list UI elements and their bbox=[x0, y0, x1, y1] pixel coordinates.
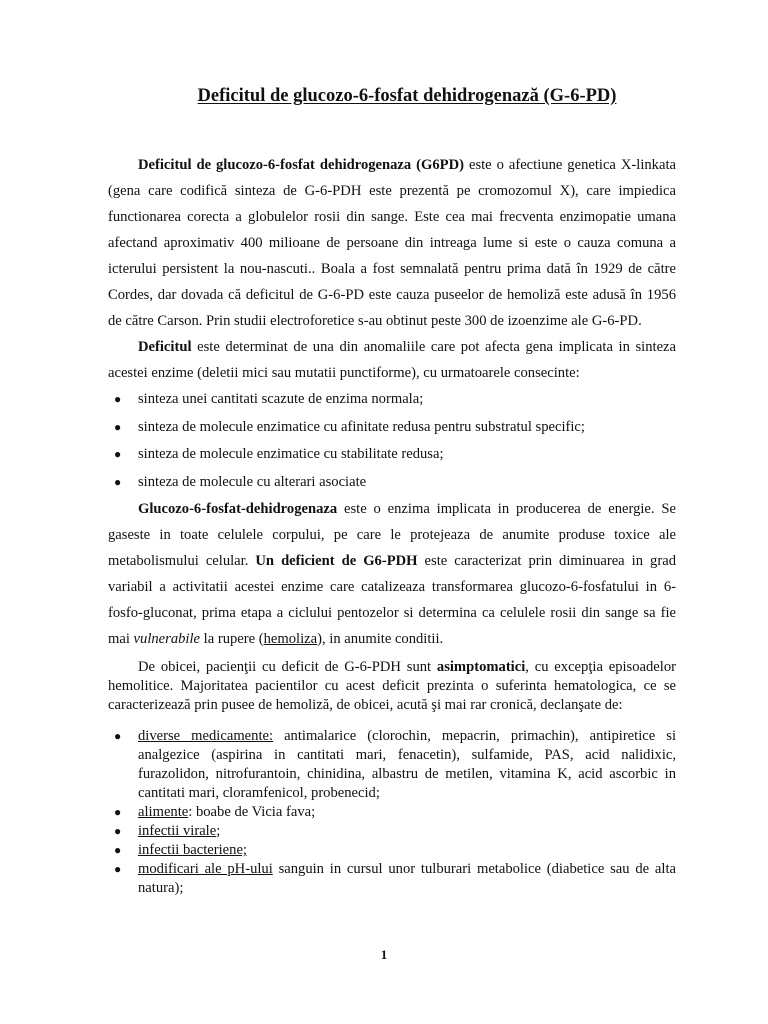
list-item: ● infectii bacteriene; bbox=[114, 842, 247, 858]
list-item: ● alimente: boabe de Vicia fava; bbox=[114, 804, 316, 820]
list-item: ● sinteza de molecule cu alterari asociate bbox=[108, 469, 676, 497]
bullet-icon: ● bbox=[114, 474, 122, 489]
hemoliza-link[interactable]: hemoliza bbox=[263, 631, 318, 647]
list-item: ● infectii virale; bbox=[114, 823, 221, 839]
bullet-icon: ● bbox=[114, 805, 122, 819]
paragraph-intro-text: este o afectiune genetica X-linkata (gena care codifică sinteza de G-6-PDH este prezentă pe cromozomul X), care impiedica functionarea corecta a globulelor rosii din sange. Este cea mai frecventa enzimopatie umana afectand aproximativ 400 milioane de persoane din intreaga lume si este o cauza comuna a icterului persistent la nou-nascuti.. Boala a fost semnalată pentru prima dată în 1929 de către Cordes, dar dovada că deficitul de G-6-PD este cauza puseelor de hemoliză este adusă în 1956 de către Carson. Prin studii electroforetice s-au obtinut peste 300 de izoenzime ale G-6-PD. bbox=[108, 157, 676, 329]
page-number: 1 bbox=[380, 947, 388, 962]
triggers-list bbox=[108, 727, 676, 898]
document-title: Deficitul de glucozo-6-fosfat dehidrogenază (G-6-PD) bbox=[197, 86, 617, 106]
list-item: ● modificari ale pH-ului sanguin in cursul unor tulburari metabolice (diabetice sau de alta natura); bbox=[114, 861, 676, 896]
list-item: ● sinteza de molecule enzimatice cu stabilitate redusa; bbox=[108, 441, 676, 469]
paragraph-deficit-text: este determinat de una din anomaliile care pot afecta gena implicata in sinteza acestei enzime (deletii mici sau mutatii punctiforme), cu urmatoarele consecinte: bbox=[108, 339, 676, 381]
paragraph-symptoms: De obicei, pacienţii cu deficit de G-6-PDH sunt asimptomatici, cu excepţia episoadelor hemolitice. Majoritatea pacientilor cu acest deficit prezinta o suferinta hematologica, ce se caracterizează prin pusee de hemoliză, de obicei, acută şi mai rar cronică, declanşate de: bbox=[108, 659, 676, 713]
list-item: ● sinteza unei cantitati scazute de enzima normala; bbox=[108, 386, 676, 414]
paragraph-deficit-lead: Deficitul bbox=[138, 339, 192, 355]
bullet-icon: ● bbox=[114, 824, 122, 838]
consequences-list bbox=[108, 386, 676, 496]
bullet-icon: ● bbox=[114, 843, 122, 857]
paragraph-intro-lead: Deficitul de glucozo-6-fosfat dehidrogenaza (G6PD) bbox=[138, 157, 464, 173]
document-body bbox=[108, 152, 676, 898]
bullet-icon: ● bbox=[114, 447, 122, 461]
list-item: ● sinteza de molecule enzimatice cu afinitate redusa pentru substratul specific; bbox=[108, 414, 676, 442]
bullet-icon: ● bbox=[114, 862, 122, 876]
paragraph-deficit-cause bbox=[108, 334, 676, 386]
bullet-icon: ● bbox=[114, 419, 122, 434]
list-item: ● diverse medicamente: antimalarice (clorochin, mepacrin, primachin), antipiretice si analgezice (aspirina in cantitati mari, fenacetin), sulfamide, PAS, acid nalidixic, furazolidon, nitrofurantoin, chinidina, albastru de metilen, vitamina K, acid ascorbic in cantitati mari, cloramfenicol, probenecid; bbox=[114, 728, 676, 801]
paragraph-enzyme: Glucozo-6-fosfat-dehidrogenaza este o enzima implicata in producerea de energie. Se gaseste in toate celulele corpului, pe care le protejeaza de anumite produse toxice ale metabolismului celular. Un deficient de G6-PDH este caracterizat prin diminuarea in grad variabil a activitatii acestei enzime care catalizeaza transformarea glucozo-6-fosfatului in 6-fosfo-gluconat, prima etapa a ciclului pentozelor si determina ca celulele rosii din sange sa fie mai vulnerabile la rupere (hemoliza), in anumite conditii. bbox=[108, 501, 676, 647]
bullet-icon: ● bbox=[114, 392, 122, 406]
bullet-icon: ● bbox=[114, 729, 122, 743]
paragraph-intro bbox=[108, 152, 676, 334]
